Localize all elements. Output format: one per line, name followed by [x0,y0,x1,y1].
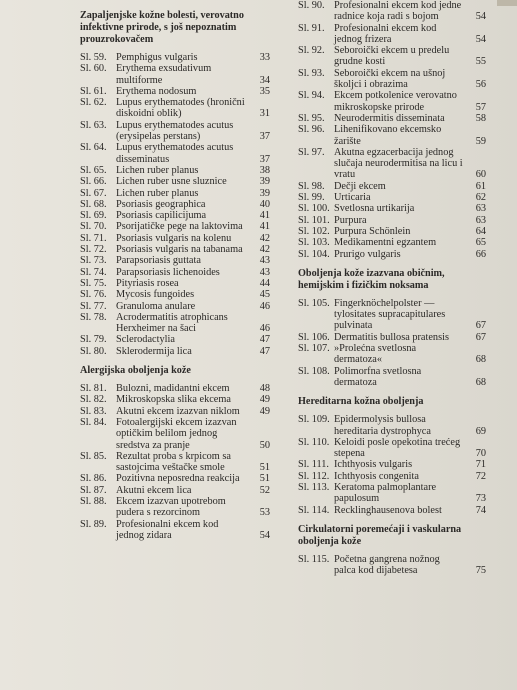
figure-number: Sl. 111. [298,459,329,471]
figure-number: Sl. 61. [80,85,107,97]
page-number: 71 [475,459,486,471]
page-number: 54 [475,11,486,23]
figure-number: Sl. 60. [80,63,107,75]
figure-title: Parapsoriasis guttata [116,255,201,267]
section-gap [80,357,270,365]
page-number: 41 [259,221,270,233]
figure-number: Sl. 62. [80,97,107,109]
page-number: 50 [259,439,270,451]
figure-title: Erythema exsudativum multiforme [116,63,214,86]
figure-title: Purpura Schönlein [334,225,411,237]
page-number: 65 [475,237,486,249]
figure-title: Lupus erythematodes acutus disseminatus [116,142,236,165]
page-number: 42 [259,232,270,244]
page-number: 52 [259,484,270,496]
figure-title: Medikamentni egzantem [334,237,437,249]
page-number: 45 [259,289,270,301]
figure-entry [298,113,486,124]
page-number: 60 [475,169,486,181]
figure-entry [80,52,270,63]
page-number: 55 [475,56,486,68]
figure-entry [80,86,270,97]
figure-number: Sl. 92. [298,45,325,57]
figure-title: Seboroički ekcem na ušnoj školjci i obrazima [334,67,448,91]
figure-number: Sl. 75. [80,277,107,289]
figure-entry [80,334,270,345]
figure-number: Sl. 70. [80,221,107,233]
figure-title: Akutni ekcem lica [116,484,192,496]
figure-entry [80,63,270,86]
page-number: 47 [259,334,270,346]
page-number: 67 [475,331,486,343]
figure-entry [80,210,270,221]
section-gap [298,388,486,396]
figure-number: Sl. 73. [80,255,107,267]
section-gap [298,516,486,524]
figure-entry [298,554,486,577]
figure-title: Ichthyosis vulgaris [334,459,413,471]
figure-entry [298,68,486,91]
figure-entry [80,142,270,165]
figure-title: Bulozni, madidantni ekcem [116,383,230,395]
figure-title: Sklerodermija lica [116,345,192,357]
figure-entry [298,90,486,113]
figure-number: Sl. 104. [298,248,330,260]
page-number: 66 [475,248,486,260]
figure-number: Sl. 93. [298,67,325,79]
left-column [80,10,270,541]
figure-entry [80,176,270,187]
page-number: 58 [475,112,486,124]
page-number: 74 [475,504,486,516]
figure-entry [298,203,486,214]
figure-title: Fingerknöchelpolster — tylositates supracapitulares pulvinata [334,297,448,332]
page-number: 68 [475,354,486,366]
figure-number: Sl. 107. [298,343,330,355]
figure-title: Svetlosna urtikarija [334,203,415,215]
page-corner-tab [497,0,517,6]
figure-entry [80,188,270,199]
figure-title: Granuloma anulare [116,300,196,312]
figure-title: Psoriasis vulgaris na kolenu [116,232,232,244]
figure-entry [80,473,270,484]
section-heading: Cirkulatorni poremećaji i vaskularna oboljenja kože [298,523,462,547]
figure-entry [80,312,270,335]
figure-number: Sl. 88. [80,495,107,507]
figure-title: Mycosis fungoides [116,289,195,301]
page-number: 39 [259,176,270,188]
figure-title: Mikroskopska slika ekcema [116,394,231,406]
figure-entry [298,45,486,68]
figure-title: Sclerodactylia [116,334,175,346]
figure-number: Sl. 81. [80,383,107,395]
page-number: 48 [259,383,270,395]
figure-number: Sl. 64. [80,142,107,154]
figure-entry [80,346,270,357]
figure-number: Sl. 109. [298,414,330,426]
figure-title: Neurodermitis disseminata [334,112,445,124]
figure-number: Sl. 90. [298,0,325,11]
figure-title: Seboroički ekcem u predelu grudne kosti [334,45,452,68]
figure-number: Sl. 86. [80,473,107,485]
figure-entry [80,519,270,542]
figure-entry [80,267,270,278]
figure-number: Sl. 69. [80,210,107,222]
figure-entry [80,496,270,519]
figure-number: Sl. 65. [80,164,107,176]
figure-title: Psorijatičke pege na laktovima [116,221,243,233]
figure-number: Sl. 105. [298,297,330,309]
figure-title: Akutni ekcem izazvan niklom [116,405,240,417]
figure-number: Sl. 114. [298,504,330,516]
figure-entry [80,383,270,394]
page-number: 53 [259,507,270,519]
page-number: 51 [259,473,270,485]
figure-title: Početna gangrena nožnog palca kod dijabetesa [334,553,443,577]
page-number: 75 [475,565,486,577]
figure-number: Sl. 95. [298,112,325,124]
figure-number: Sl. 115. [298,553,330,565]
figure-entry [80,278,270,289]
figure-title: »Prolećna svetlosna dermatoza« [334,343,419,366]
figure-number: Sl. 66. [80,176,107,188]
figure-number: Sl. 94. [298,90,325,102]
figure-title: Profesionalni ekcem kod jednog zidara [116,518,221,541]
page-number: 39 [259,187,270,199]
figure-title: Lichen ruber planus [116,187,199,199]
figure-number: Sl. 85. [80,450,107,462]
figure-number: Sl. 108. [298,365,330,377]
page-number: 44 [259,277,270,289]
figure-entry [298,192,486,203]
figure-entry [298,147,486,181]
figure-title: Lupus erythematodes (hronični diskoidni oblik) [116,97,248,120]
figure-title: Dečji ekcem [334,180,386,192]
figure-entry [80,120,270,143]
figure-number: Sl. 89. [80,518,107,530]
figure-entry [80,244,270,255]
figure-number: Sl. 59. [80,52,107,63]
section-heading: Alergijska oboljenja kože [80,365,191,377]
figure-number: Sl. 68. [80,198,107,210]
figure-title: Polimorfna svetlosna dermatoza [334,365,424,388]
figure-entry [80,97,270,120]
figure-number: Sl. 72. [80,244,107,256]
figure-title: Dermatitis bullosa pratensis [334,331,449,343]
figure-entry [298,181,486,192]
figure-number: Sl. 96. [298,124,325,136]
page-number: 41 [259,210,270,222]
figure-number: Sl. 77. [80,300,107,312]
figure-title: Profesionalni ekcem kod jednog frizera [334,22,439,45]
figure-number: Sl. 112. [298,470,330,482]
figure-number: Sl. 74. [80,266,107,278]
page-number: 56 [475,79,486,91]
figure-entry [298,298,486,332]
figure-entry [298,0,486,23]
figure-entry [298,505,486,516]
figure-entry [298,366,486,389]
figure-entry [298,414,486,437]
figure-number: Sl. 101. [298,214,330,226]
figure-entry [80,451,270,474]
figure-number: Sl. 76. [80,289,107,301]
figure-title: Fotoalergijski ekcem izazvan optičkim belilom jednog sredstva za pranje [116,416,240,451]
figure-number: Sl. 99. [298,192,325,204]
section-gap [298,260,486,268]
figure-title: Ichthyosis congenita [334,470,419,482]
figure-entry [298,226,486,237]
page-number: 37 [259,131,270,143]
section-heading: Hereditarna kožna oboljenja [298,396,424,408]
page-number: 34 [259,74,270,86]
page-number: 72 [475,470,486,482]
section-heading: Oboljenja kože izazvana običnim, hemijskim i fizičkim noksama [298,267,445,291]
figure-title: Parapsoriasis lichenoides [116,266,220,278]
figure-entry [298,437,486,460]
page-number: 33 [259,52,270,63]
figure-entry [80,301,270,312]
figure-entry [298,459,486,470]
page-number: 47 [259,345,270,357]
page-number: 57 [475,101,486,113]
figure-entry [80,199,270,210]
page-number: 35 [259,85,270,97]
figure-title: Urticaria [334,192,371,204]
page-number: 54 [475,33,486,45]
figure-title: Keratoma palmoplantare papulosum [334,481,439,505]
figure-number: Sl. 83. [80,405,107,417]
section-heading: Zapaljenjske kožne bolesti, verovatno infektivne prirode, s još nepoznatim prouzrokovačem [80,10,244,45]
page-number: 64 [475,225,486,237]
page-number: 61 [475,180,486,192]
figure-number: Sl. 80. [80,345,107,357]
figure-number: Sl. 110. [298,436,330,448]
figure-number: Sl. 102. [298,225,330,237]
page-number: 62 [475,192,486,204]
page-number: 40 [259,198,270,210]
figure-title: Psoriasis geographica [116,198,206,210]
figure-entry [298,482,486,505]
figure-entry [80,221,270,232]
figure-number: Sl. 100. [298,203,330,215]
figure-entry [298,215,486,226]
figure-number: Sl. 82. [80,394,107,406]
figure-title: Pemphigus vulgaris [116,52,198,63]
figure-entry [298,343,486,366]
figure-number: Sl. 87. [80,484,107,496]
page-number: 46 [259,300,270,312]
figure-title: Psoriasis capilicijuma [116,210,207,222]
page-number: 63 [475,214,486,226]
page-number: 46 [259,323,270,335]
figure-number: Sl. 78. [80,311,107,323]
figure-entry [80,165,270,176]
figure-title: Akutna egzacerbacija jednog slučaja neurodermitisa na licu i vratu [334,146,466,181]
figure-title: Purpura [334,214,367,226]
figure-title: Profesionalni ekcem kod jedne radnice koja radi s bojom [334,0,464,23]
page-number: 42 [259,244,270,256]
figure-number: Sl. 103. [298,237,330,249]
figure-number: Sl. 79. [80,334,107,346]
figure-entry [80,485,270,496]
figure-title: Lupus erythematodes acutus (erysipelas perstans) [116,119,236,143]
figure-title: Recklinghausenova bolest [334,504,442,516]
page-number: 63 [475,203,486,215]
page-number: 59 [475,135,486,147]
page-number: 49 [259,394,270,406]
figure-number: Sl. 71. [80,232,107,244]
figure-entry [298,124,486,147]
figure-entry [80,233,270,244]
figure-title: Prurigo vulgaris [334,248,401,260]
figure-entry [80,255,270,266]
page-number: 68 [475,376,486,388]
figure-entry [298,249,486,260]
figure-title: Ekcem izazvan upotrebom pudera s rezorcinom [116,495,229,519]
figure-number: Sl. 97. [298,146,325,158]
figure-entry [80,417,270,451]
figure-entry [80,406,270,417]
figure-entry [298,332,486,343]
figure-title: Psoriasis vulgaris na tabanama [116,244,243,256]
figure-number: Sl. 67. [80,187,107,199]
figure-number: Sl. 98. [298,180,325,192]
figure-number: Sl. 84. [80,416,107,428]
page-number: 51 [259,462,270,474]
page-number: 54 [259,529,270,541]
figure-number: Sl. 63. [80,119,107,131]
figure-number: Sl. 113. [298,481,330,493]
figure-title: Lihenifikovano ekcemsko žarište [334,124,444,147]
page-number: 73 [475,493,486,505]
figure-title: Pozitivna neposredna reakcija [116,473,240,485]
right-column [298,0,486,576]
page-number: 69 [475,425,486,437]
figure-entry [298,237,486,248]
figure-entry [298,23,486,46]
page-number: 67 [475,320,486,332]
figure-number: Sl. 91. [298,22,325,34]
figure-title: Ekcem potkolenice verovatno mikroskopske prirode [334,90,460,113]
figure-entry [80,289,270,300]
figure-title: Keloidi posle opekotina trećeg stepena [334,436,463,460]
page-number: 43 [259,255,270,267]
figure-title: Lichen ruber planus [116,164,199,176]
page-number: 70 [475,448,486,460]
figure-title: Rezultat proba s krpicom sa sastojcima veštačke smole [116,450,234,474]
figure-title: Lichen ruber usne sluznice [116,176,227,188]
figure-title: Acrodermatitis atrophicans Herxheimer na šaci [116,311,231,335]
figure-title: Erythema nodosum [116,85,197,97]
page-number: 38 [259,164,270,176]
page-number: 31 [259,108,270,120]
page-number: 43 [259,266,270,278]
page-number: 49 [259,405,270,417]
figure-title: Epidermolysis bullosa hereditaria dystrophyca [334,414,431,437]
figure-title: Pityriasis rosea [116,277,179,289]
figure-entry [298,471,486,482]
figure-entry [80,394,270,405]
page-number: 37 [259,153,270,165]
figure-number: Sl. 106. [298,331,330,343]
